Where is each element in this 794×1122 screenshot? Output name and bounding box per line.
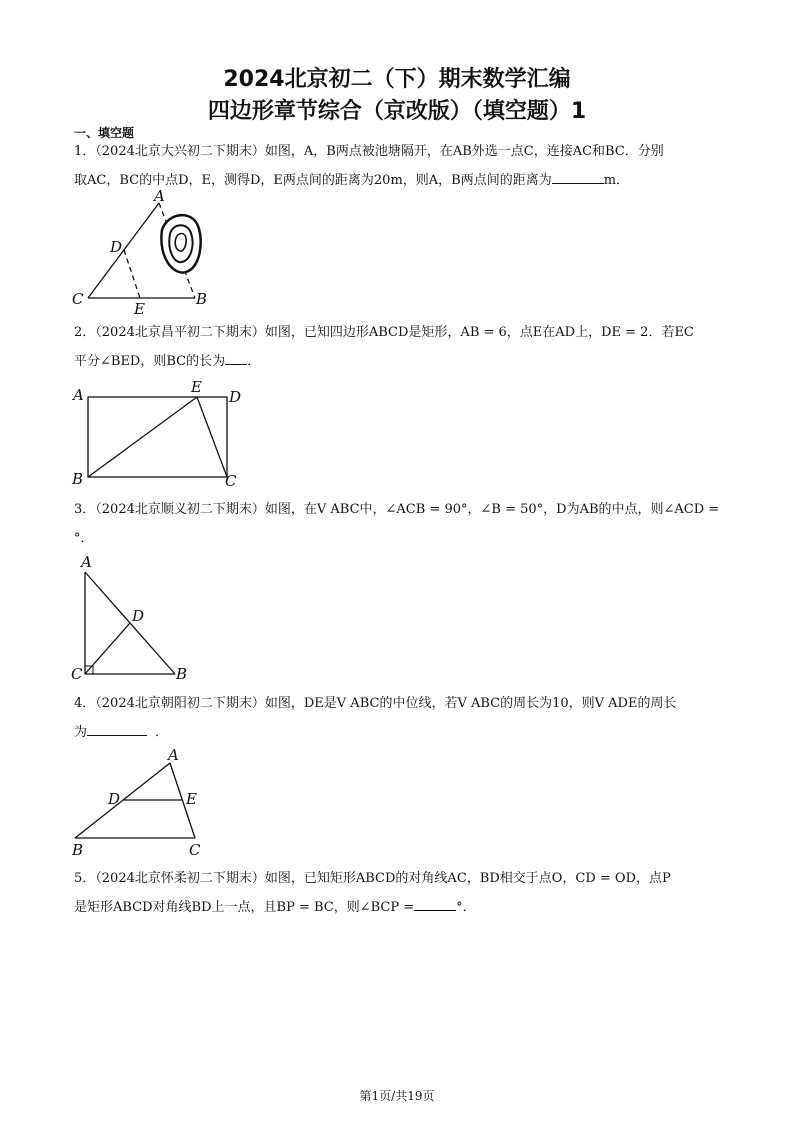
question-2-number: 2． [74,325,96,340]
section-heading: 一、填空题 [74,126,135,140]
question-1-text-2: 取AC，BC的中点D，E，测得D，E两点间的距离为20m，则A，B两点间的距离为 [74,173,552,188]
question-2-text-2: 平分∠BED，则BC的长为 [74,354,226,369]
question-4-text: 如图，DE是V ABC的中位线，若V ABC的周长为10，则V ADE的周长 [264,696,677,711]
fig4-label-a: A [168,746,179,764]
question-3-number: 3． [74,502,96,517]
answer-blank-1[interactable] [552,169,604,184]
question-5 [74,864,724,922]
question-1-number: 1． [74,144,96,159]
question-4 [74,689,724,747]
page-title-line2: 四边形章节综合（京改版）（填空题）1 [207,99,587,124]
question-4-number: 4． [74,696,96,711]
fig4-label-e: E [186,790,197,808]
question-2-source: （2024北京昌平初二下期末） [95,325,265,340]
answer-blank-2[interactable] [225,350,247,365]
question-3-text: 如图，在V ABC中，∠ACB = 90°，∠B = 50°，D为AB的中点，则∠ACD = [264,502,720,517]
question-3-source: （2024北京顺义初二下期末） [95,502,265,517]
fig2-line-ec [197,397,227,477]
figure-4 [70,745,220,860]
question-4-line2 [74,718,724,747]
fig4-label-c: C [189,841,201,859]
fig2-label-c: C [225,472,237,490]
answer-blank-4[interactable] [87,721,147,736]
question-5-text-3: °． [456,900,476,915]
page-title-line1: 2024北京初二（下）期末数学汇编 [223,67,571,92]
question-5-text-2: 是矩形ABCD对角线BD上一点，且BP = BC，则∠BCP = [74,900,415,915]
fig1-label-a: A [154,187,165,205]
question-5-source: （2024北京怀柔初二下期末） [95,871,265,886]
fig1-label-e: E [134,300,145,318]
question-4-text-2: 为 [74,725,88,740]
fig4-label-d: D [108,790,121,808]
answer-blank-5[interactable] [414,896,456,911]
fig3-label-a: A [81,553,92,571]
fig3-label-d: D [132,607,145,625]
figure-3 [70,552,200,682]
fig4-label-b: B [72,841,84,859]
question-1 [74,137,724,195]
question-3 [74,495,724,553]
question-1-text-3: m． [603,173,630,188]
fig3-label-b: B [176,665,188,683]
question-3-line1 [74,495,724,524]
fig1-label-d: D [110,238,123,256]
fig2-label-e: E [191,378,202,396]
question-4-text-3: ． [155,725,169,740]
question-5-number: 5． [74,871,96,886]
question-4-source: （2024北京朝阳初二下期末） [95,696,265,711]
figure-2 [70,378,250,488]
fig2-label-a: A [73,386,84,404]
fig2-label-b: B [72,470,84,488]
question-1-line1 [74,137,724,166]
question-5-line1 [74,864,724,893]
question-5-line2 [74,893,724,922]
question-3-text-2: °． [74,531,94,546]
question-2-line2 [74,347,724,376]
question-2-line1 [74,318,724,347]
fig1-line-de [124,250,140,298]
fig2-line-be [88,397,197,477]
fig1-label-b: B [196,290,208,308]
question-2-text-3: ． [247,354,261,369]
question-2-text: 如图，已知四边形ABCD是矩形，AB = 6，点E在AD上，DE = 2．若EC [264,325,694,340]
fig2-rectangle [88,397,227,477]
fig3-label-c: C [71,665,83,683]
question-1-text: 如图，A，B两点被池塘隔开，在AB外选一点C，连接AC和BC．分别 [264,144,664,159]
question-5-text: 如图，已知矩形ABCD的对角线AC，BD相交于点O，CD = OD，点P [264,871,671,886]
question-3-line2 [74,524,724,553]
figure-1 [70,187,220,318]
fig1-label-c: C [72,290,84,308]
question-1-source: （2024北京大兴初二下期末） [95,144,265,159]
fig1-pond-outer [161,215,200,272]
page-footer: 第1页/共19页 [359,1089,435,1103]
question-2 [74,318,724,376]
fig2-label-d: D [229,388,242,406]
question-4-line1 [74,689,724,718]
